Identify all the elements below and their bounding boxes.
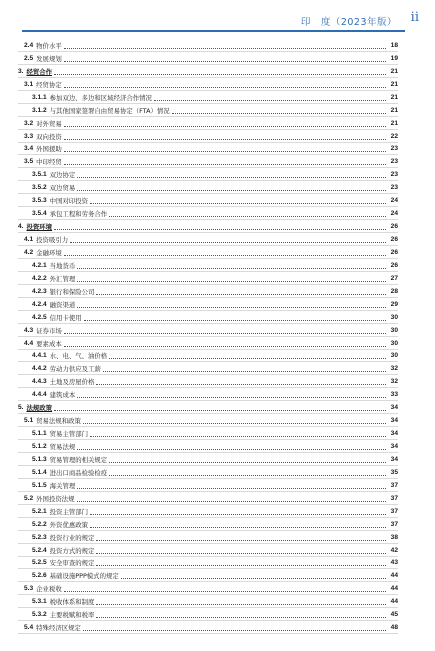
toc-entry-title: 中印经贸 [36, 158, 62, 167]
dot-leader [64, 590, 386, 592]
dot-leader [64, 60, 386, 62]
toc-entry[interactable] [18, 78, 398, 91]
dot-leader [77, 267, 386, 269]
toc-entry-number: 4.1 [24, 236, 34, 243]
toc-entry-title: 参加双边、多边和区域经济合作情况 [49, 93, 152, 102]
document-title: 印 度（2023年版） [300, 17, 397, 28]
dot-leader [77, 500, 386, 502]
toc-entry[interactable] [18, 337, 398, 350]
dot-leader [77, 396, 386, 398]
dot-leader [64, 125, 386, 127]
table-of-contents [18, 39, 398, 634]
toc-entry[interactable] [18, 401, 398, 414]
toc-entry-page: 27 [390, 274, 398, 282]
toc-entry[interactable] [18, 350, 398, 363]
toc-entry-title: 贸易管理的相关规定 [49, 455, 108, 464]
dot-leader [109, 215, 386, 217]
dot-leader [96, 552, 386, 554]
toc-entry[interactable] [18, 207, 398, 220]
toc-entry-page: 43 [390, 559, 398, 567]
toc-entry[interactable] [18, 65, 398, 78]
dot-leader [83, 629, 386, 631]
dot-leader [90, 202, 386, 204]
toc-entry-number: 5.4 [24, 624, 34, 632]
toc-entry-page: 21 [390, 119, 398, 127]
toc-entry-number: 4.2 [24, 248, 34, 256]
toc-entry-title: 贸易主管部门 [49, 430, 89, 439]
toc-entry-number: 3.5 [24, 158, 34, 166]
toc-entry[interactable] [18, 362, 398, 375]
toc-entry-page: 37 [390, 494, 398, 502]
toc-entry-number: 5.3 [24, 585, 34, 593]
toc-entry-title: 经贸协定 [36, 80, 62, 89]
toc-entry[interactable] [18, 91, 398, 104]
toc-entry-title: 双边贸易 [49, 184, 76, 193]
dot-leader [64, 345, 386, 347]
toc-entry-number: 5.1.2 [32, 443, 47, 450]
toc-entry-number: 5.1.1 [32, 430, 47, 438]
page-number: ii [410, 10, 419, 25]
dot-leader [64, 254, 386, 256]
toc-entry-number: 3.1.1 [32, 93, 47, 101]
toc-entry-title: 当地货币 [49, 261, 76, 270]
toc-entry-page: 34 [390, 404, 398, 412]
toc-entry[interactable] [18, 311, 398, 324]
toc-entry-page: 34 [390, 417, 398, 425]
toc-entry-title: 外国投资法规 [36, 494, 75, 503]
toc-entry[interactable] [18, 440, 398, 453]
toc-entry[interactable] [18, 272, 398, 285]
toc-entry[interactable] [18, 557, 398, 570]
toc-entry-page: 37 [390, 481, 398, 489]
dot-leader [109, 357, 386, 359]
toc-entry-page: 30 [390, 339, 398, 347]
toc-entry[interactable] [18, 259, 398, 272]
toc-entry-number: 5.1.4 [32, 468, 47, 476]
toc-entry-title: 经贸合作 [26, 67, 53, 76]
toc-entry-page: 24 [390, 210, 398, 218]
toc-entry-title: 金融环境 [36, 248, 62, 257]
toc-entry-title: 投资主管部门 [49, 507, 89, 516]
toc-entry-title: 投资行业的规定 [49, 533, 95, 542]
toc-entry-title: 信用卡使用 [49, 313, 82, 322]
toc-entry-title: 特殊经济区规定 [36, 624, 81, 633]
toc-entry-title: 外资优惠政策 [49, 520, 89, 529]
toc-entry-title: 外国援助 [36, 145, 62, 154]
toc-entry[interactable] [18, 414, 398, 427]
toc-entry-title: 承包工程和劳务合作 [49, 210, 108, 219]
toc-entry-number: 3.2 [24, 119, 34, 127]
toc-entry-page: 26 [390, 223, 398, 231]
toc-entry-page: 30 [390, 313, 398, 321]
toc-entry-number: 4. [18, 223, 24, 231]
toc-entry-title: 银行和保险公司 [49, 287, 95, 296]
toc-entry-title: 双向投资 [36, 132, 62, 141]
dot-leader [96, 383, 386, 385]
toc-entry-title: 建筑成本 [49, 391, 76, 400]
toc-entry-title: 与其他国家签署自由贸易协定（FTA）情况 [49, 106, 170, 115]
toc-entry[interactable] [18, 104, 398, 117]
toc-entry-number: 4.2.1 [32, 261, 47, 269]
toc-entry-page: 32 [390, 378, 398, 386]
toc-entry[interactable] [18, 595, 398, 608]
toc-entry[interactable] [18, 479, 398, 492]
toc-entry[interactable] [18, 505, 398, 518]
toc-entry-title: 要素成本 [36, 339, 62, 348]
page-header [0, 0, 435, 34]
toc-entry-number: 4.2.5 [32, 313, 47, 321]
toc-entry[interactable] [18, 608, 398, 621]
toc-entry-page: 21 [390, 93, 398, 101]
toc-entry-title: 发展规划 [36, 54, 62, 63]
toc-entry-title: 对外贸易 [36, 119, 62, 128]
toc-entry-number: 5.2.3 [32, 533, 47, 541]
toc-entry[interactable] [18, 544, 398, 557]
toc-entry-title: 基础设施PPP模式的规定 [49, 572, 119, 581]
toc-entry-title: 进出口商品检验检疫 [49, 468, 108, 477]
toc-entry-page: 26 [390, 261, 398, 269]
toc-entry-page: 26 [390, 248, 398, 256]
dot-leader [77, 306, 386, 308]
toc-entry-number: 4.3 [24, 326, 34, 334]
toc-entry[interactable] [18, 453, 398, 466]
dot-leader [90, 526, 386, 528]
toc-entry-page: 22 [390, 132, 398, 140]
toc-entry-number: 3.5.2 [32, 184, 47, 192]
toc-entry-title: 证券市场 [36, 326, 62, 335]
toc-entry-page: 30 [390, 326, 398, 334]
dot-leader [64, 150, 386, 152]
toc-entry-page: 21 [390, 106, 398, 114]
toc-entry[interactable] [18, 181, 398, 194]
toc-entry-number: 5.3.1 [32, 598, 47, 606]
toc-entry[interactable] [18, 194, 398, 207]
dot-leader [70, 241, 386, 243]
toc-entry[interactable] [18, 427, 398, 440]
toc-entry[interactable] [18, 375, 398, 388]
toc-entry-page: 48 [390, 624, 398, 632]
toc-entry-page: 38 [390, 533, 398, 541]
toc-entry[interactable] [18, 155, 398, 168]
toc-entry-title: 融资渠道 [49, 300, 76, 309]
dot-leader [77, 189, 386, 191]
toc-entry[interactable] [18, 168, 398, 181]
toc-entry-title: 水、电、气、油价格 [49, 352, 108, 361]
toc-entry-number: 4.4.4 [32, 391, 47, 399]
dot-leader [77, 280, 386, 282]
toc-entry-number: 3. [18, 67, 24, 75]
toc-entry-number: 5.2.6 [32, 572, 47, 580]
dot-leader [54, 409, 386, 411]
dot-leader [83, 422, 386, 424]
toc-entry[interactable] [18, 582, 398, 595]
toc-entry[interactable] [18, 52, 398, 65]
toc-entry-title: 投资吸引力 [36, 236, 69, 244]
toc-entry-number: 4.4.1 [32, 352, 47, 360]
dot-leader [96, 616, 386, 618]
toc-entry-number: 4.4 [24, 339, 34, 347]
dot-leader [96, 603, 386, 605]
toc-entry[interactable] [18, 466, 398, 479]
toc-entry-title: 土地及房屋价格 [49, 378, 95, 387]
toc-entry[interactable] [18, 621, 398, 634]
toc-entry-page: 44 [390, 598, 398, 606]
toc-entry[interactable] [18, 388, 398, 401]
dot-leader [77, 448, 386, 450]
toc-entry-title: 主要税赋和税率 [49, 611, 95, 620]
toc-entry-title: 税收体系和制度 [49, 598, 95, 607]
toc-entry-number: 5.3.2 [32, 611, 47, 619]
toc-entry-number: 4.2.4 [32, 300, 47, 308]
toc-entry-title: 投资环境 [26, 223, 53, 232]
toc-entry-number: 5.2.2 [32, 520, 47, 528]
toc-entry-page: 21 [390, 67, 398, 75]
toc-entry-title: 劳动力供应及工薪 [49, 365, 101, 374]
toc-entry-page: 42 [390, 546, 398, 554]
toc-entry-title: 双边协定 [49, 171, 76, 180]
dot-leader [64, 86, 386, 88]
toc-entry-page: 34 [390, 455, 398, 463]
toc-entry-title: 外汇管理 [49, 274, 76, 283]
toc-entry-page: 18 [390, 41, 398, 49]
toc-entry-page: 23 [390, 171, 398, 179]
toc-entry-page: 37 [390, 507, 398, 515]
toc-entry-page: 23 [390, 145, 398, 153]
dot-leader [64, 138, 386, 140]
dot-leader [84, 319, 386, 321]
toc-entry-page: 44 [390, 585, 398, 593]
toc-entry[interactable] [18, 117, 398, 130]
toc-entry-page: 44 [390, 572, 398, 580]
toc-entry-number: 3.3 [24, 132, 34, 140]
toc-entry-page: 19 [390, 54, 398, 62]
toc-entry-number: 3.5.3 [32, 197, 47, 205]
toc-entry-number: 5.1.5 [32, 481, 47, 489]
dot-leader [64, 332, 386, 334]
toc-entry-page: 23 [390, 184, 398, 192]
toc-entry-page: 23 [390, 158, 398, 166]
dot-leader [109, 474, 386, 476]
toc-entry-title: 法规政策 [26, 404, 53, 413]
toc-entry-number: 5. [18, 404, 24, 412]
toc-entry-title: 贸易法规和政策 [36, 417, 81, 426]
toc-entry[interactable] [18, 492, 398, 505]
header-rule [22, 30, 405, 32]
dot-leader [154, 99, 386, 101]
dot-leader [64, 47, 386, 49]
dot-leader [90, 513, 386, 515]
toc-entry-number: 5.1.3 [32, 455, 47, 463]
toc-entry[interactable] [18, 531, 398, 544]
toc-entry-number: 3.4 [24, 145, 34, 153]
dot-leader [96, 539, 386, 541]
toc-entry[interactable] [18, 143, 398, 156]
toc-entry-page: 24 [390, 197, 398, 205]
dot-leader [121, 577, 386, 579]
toc-entry-page: 34 [390, 430, 398, 438]
dot-leader [109, 461, 386, 463]
toc-entry-number: 4.4.3 [32, 378, 47, 386]
toc-entry-page: 32 [390, 365, 398, 373]
toc-entry-title: 海关管理 [49, 481, 76, 490]
toc-entry-page: 34 [390, 443, 398, 450]
toc-entry[interactable] [18, 130, 398, 143]
toc-entry[interactable] [18, 298, 398, 311]
toc-entry-page: 28 [390, 287, 398, 295]
toc-entry[interactable] [18, 324, 398, 337]
toc-entry-number: 3.1.2 [32, 106, 47, 114]
toc-entry[interactable] [18, 285, 398, 298]
dot-leader [77, 487, 386, 489]
toc-entry-number: 5.2.1 [32, 507, 47, 515]
toc-entry-number: 5.2 [24, 494, 34, 502]
toc-entry-page: 45 [390, 611, 398, 619]
dot-leader [77, 176, 386, 178]
toc-entry-title: 企业税收 [36, 585, 62, 594]
toc-entry-page: 26 [390, 236, 398, 243]
toc-entry-number: 3.5.4 [32, 210, 47, 218]
dot-leader [96, 564, 386, 566]
toc-entry-number: 4.4.2 [32, 365, 47, 373]
toc-entry-number: 5.2.5 [32, 559, 47, 567]
toc-entry-page: 21 [390, 80, 398, 88]
toc-entry-page: 37 [390, 520, 398, 528]
toc-entry-number: 5.1 [24, 417, 34, 425]
dot-leader [54, 73, 386, 75]
toc-entry-number: 2.4 [24, 41, 34, 49]
dot-leader [90, 435, 386, 437]
toc-entry-number: 3.1 [24, 80, 34, 88]
toc-entry[interactable] [18, 246, 398, 259]
toc-entry-number: 2.5 [24, 54, 34, 62]
toc-entry-page: 35 [390, 468, 398, 476]
toc-entry-title: 贸易法规 [49, 443, 76, 451]
toc-entry-number: 5.2.4 [32, 546, 47, 554]
toc-entry-number: 4.2.2 [32, 274, 47, 282]
toc-entry-page: 29 [390, 300, 398, 308]
toc-entry-title: 投资方式的规定 [49, 546, 95, 555]
toc-entry[interactable] [18, 233, 398, 246]
dot-leader [96, 293, 386, 295]
toc-entry-title: 中国对印投资 [49, 197, 89, 206]
dot-leader [64, 163, 386, 165]
toc-entry-number: 4.2.3 [32, 287, 47, 295]
toc-entry[interactable] [18, 569, 398, 582]
toc-entry-title: 安全审查的规定 [49, 559, 95, 568]
toc-entry-number: 3.5.1 [32, 171, 47, 179]
toc-entry-page: 33 [390, 391, 398, 399]
dot-leader [172, 112, 386, 114]
toc-entry[interactable] [18, 39, 398, 52]
toc-entry[interactable] [18, 220, 398, 233]
dot-leader [54, 228, 386, 230]
dot-leader [103, 370, 386, 372]
toc-entry-title: 物价水平 [36, 41, 62, 50]
toc-entry-page: 30 [390, 352, 398, 360]
toc-entry[interactable] [18, 518, 398, 531]
